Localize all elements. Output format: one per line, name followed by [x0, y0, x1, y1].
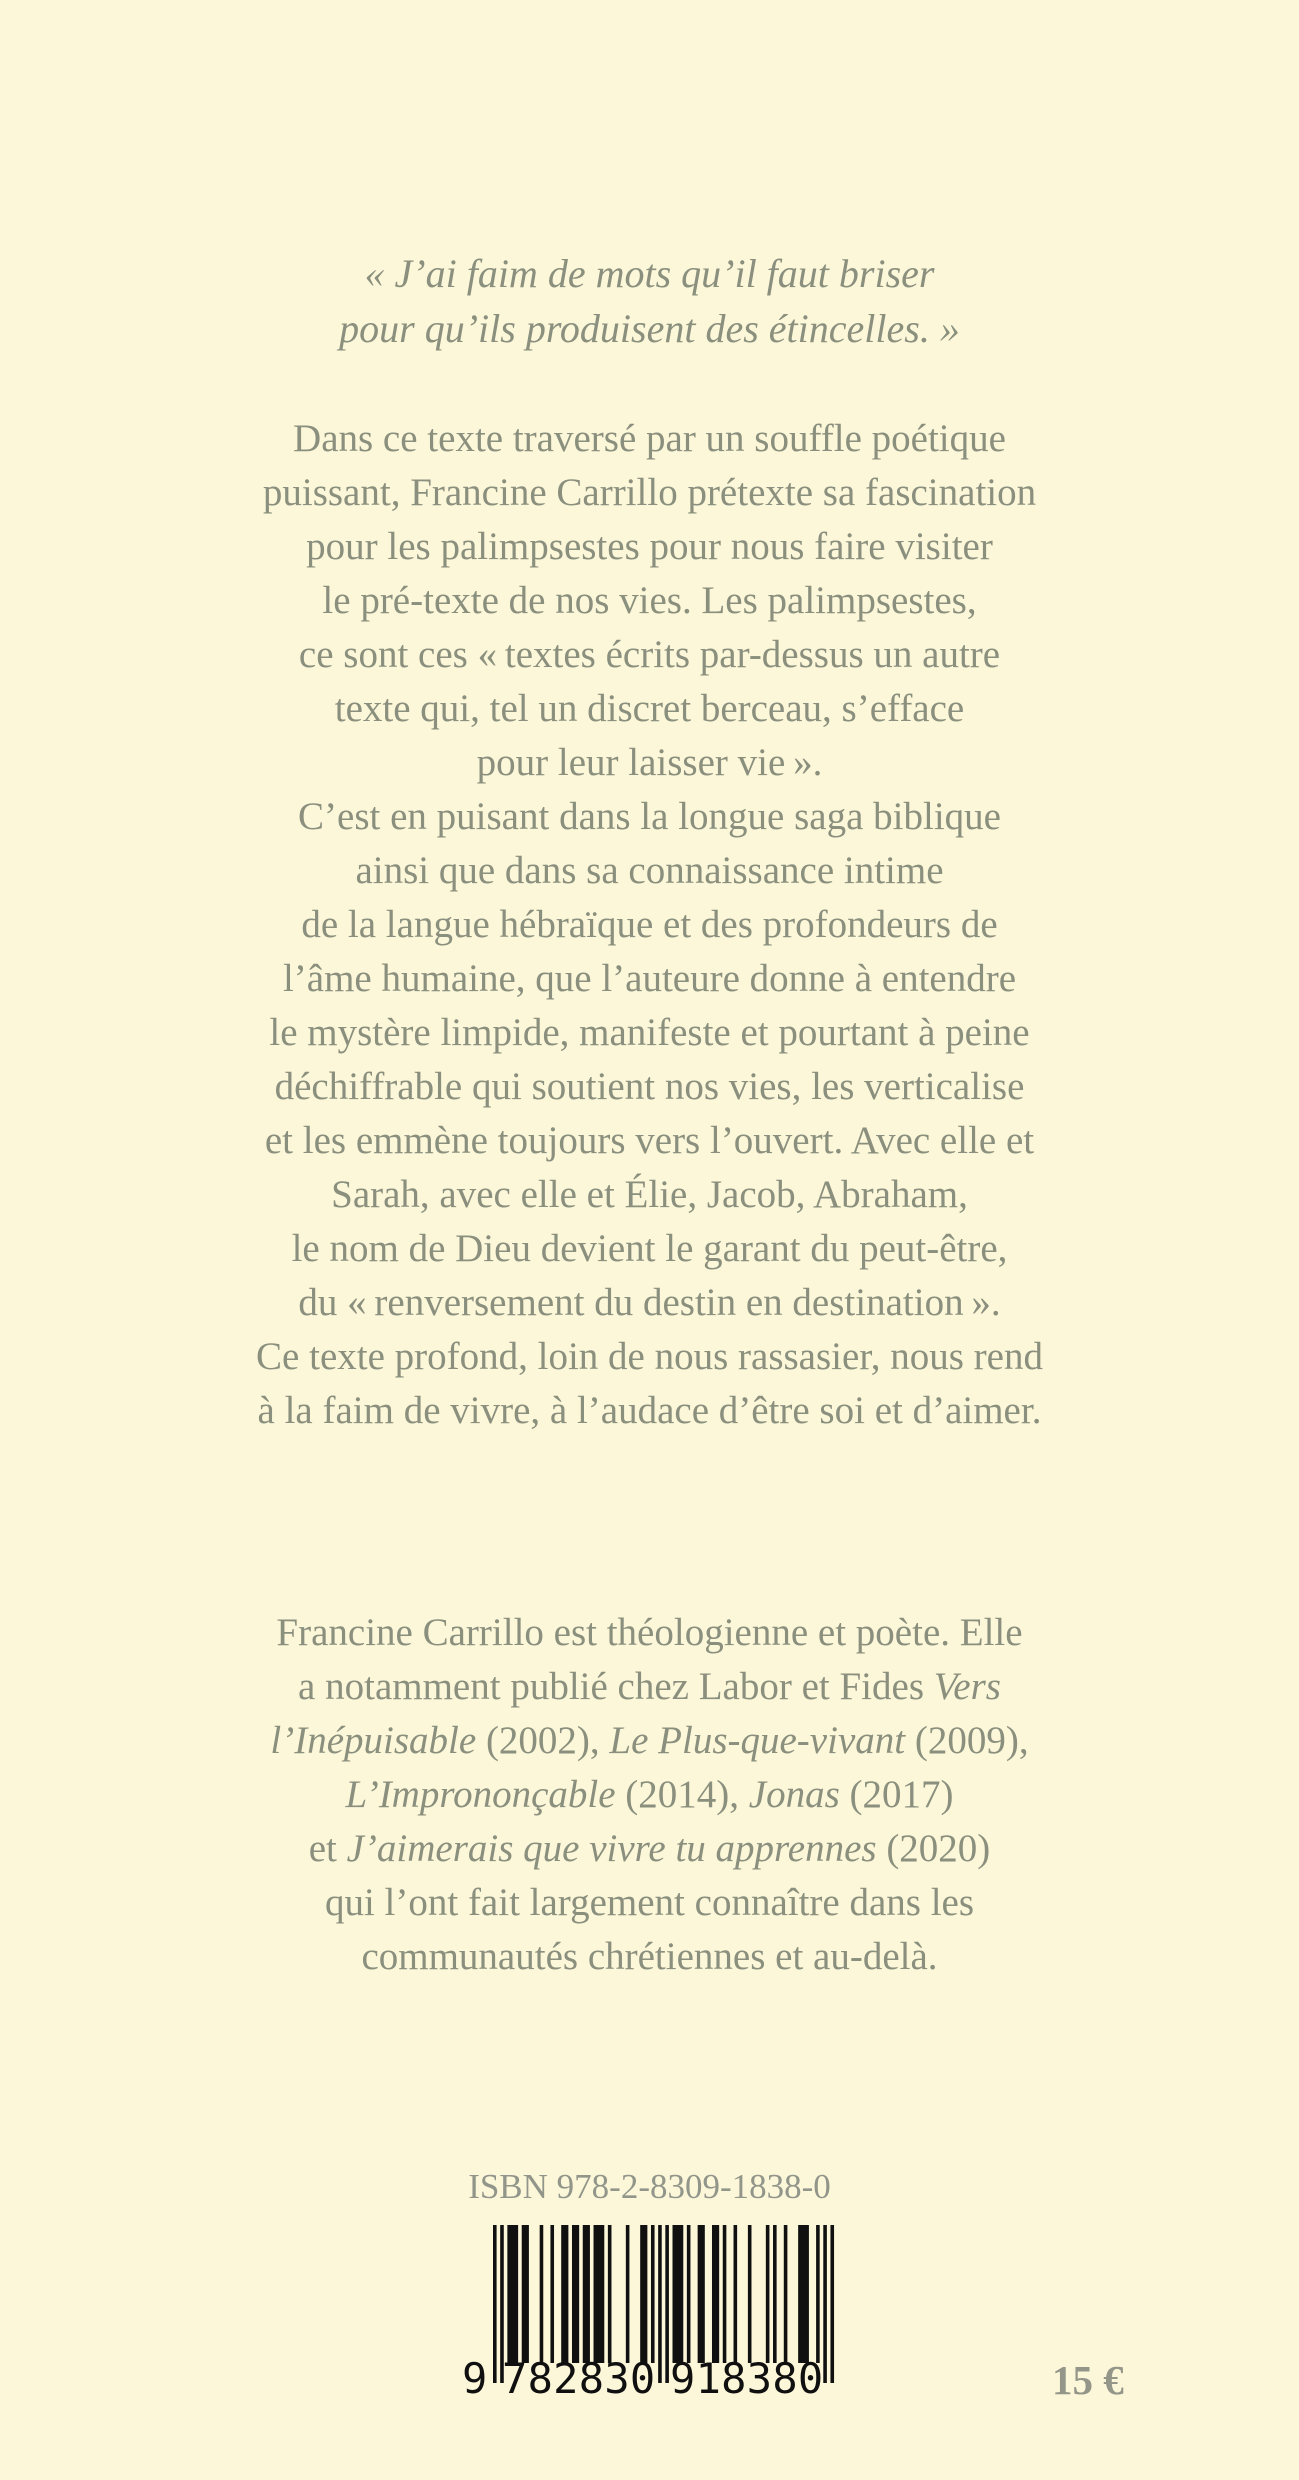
barcode-digit-group: 782830 — [502, 2354, 656, 2403]
barcode-digit-group: 9 — [462, 2354, 488, 2403]
text-line: pour qu’ils produisent des étincelles. » — [339, 306, 960, 351]
text-line: l’âme humaine, que l’auteure donne à entendre — [282, 957, 1017, 1000]
text-line: Dans ce texte traversé par un souffle poétique — [293, 417, 1006, 460]
text-line: à la faim de vivre, à l’audace d’être soi et d’aimer. — [257, 1389, 1042, 1432]
text-line: et les emmène toujours vers l’ouvert. Avec elle et — [264, 1119, 1035, 1162]
text-line: le mystère limpide, manifeste et pourtant à peine — [269, 1011, 1030, 1054]
text-line: Ce texte profond, loin de nous rassasier, nous rend — [256, 1335, 1043, 1378]
text-line: Sarah, avec elle et Élie, Jacob, Abraham, — [331, 1173, 968, 1216]
text-segment: (2014), — [615, 1773, 749, 1816]
book-title: Vers — [933, 1665, 1001, 1708]
description-paragraph — [8, 412, 1291, 1438]
text-line: pour leur laisser vie ». — [476, 741, 823, 784]
book-title: l’Inépuisable — [270, 1719, 477, 1762]
book-title: Jonas — [748, 1773, 840, 1816]
text-segment: (2009), — [905, 1719, 1029, 1762]
isbn-label: ISBN 978-2-8309-1838-0 — [468, 2167, 831, 2206]
text-line: pour les palimpsestes pour nous faire visiter — [306, 525, 993, 568]
text-line: texte qui, tel un discret berceau, s’efface — [334, 687, 965, 730]
text-line — [8, 1660, 1291, 1714]
author-bio — [8, 1606, 1291, 1984]
barcode-digit-group: 918380 — [670, 2354, 824, 2403]
text-segment: Francine Carrillo est théologienne et poète. Elle — [276, 1611, 1023, 1654]
text-line: le pré-texte de nos vies. Les palimpsestes, — [322, 579, 977, 622]
text-line: du « renversement du destin en destination ». — [298, 1281, 1001, 1324]
text-line: de la langue hébraïque et des profondeurs de — [301, 903, 998, 946]
text-line — [8, 1876, 1291, 1930]
text-line — [8, 1822, 1291, 1876]
text-segment: communautés chrétiennes et au-delà. — [361, 1935, 938, 1978]
book-title: J’aimerais que vivre tu apprennes — [346, 1827, 877, 1870]
text-segment: (2002), — [476, 1719, 610, 1762]
text-line — [8, 1930, 1291, 1984]
text-line: « J’ai faim de mots qu’il faut briser — [364, 251, 935, 296]
book-title: Le Plus-que-vivant — [609, 1719, 906, 1762]
text-line — [8, 1768, 1291, 1822]
text-line: C’est en puisant dans la longue saga biblique — [298, 795, 1001, 838]
text-segment: a notamment publié chez Labor et Fides — [298, 1665, 934, 1708]
text-line: ce sont ces « textes écrits par-dessus un autre — [298, 633, 1001, 676]
text-segment: (2017) — [839, 1773, 954, 1816]
text-line — [8, 1714, 1291, 1768]
text-line: déchiffrable qui soutient nos vies, les verticalise — [274, 1065, 1025, 1108]
text-line — [8, 1606, 1291, 1660]
text-line: puissant, Francine Carrillo prétexte sa fascination — [262, 471, 1037, 514]
pull-quote — [8, 246, 1291, 356]
text-line: le nom de Dieu devient le garant du peut-être, — [291, 1227, 1008, 1270]
text-segment: et — [308, 1827, 347, 1870]
text-segment: qui l’ont fait largement connaître dans les — [324, 1881, 975, 1924]
book-title: L’Imprononçable — [345, 1773, 616, 1816]
text-line: ainsi que dans sa connaissance intime — [355, 849, 944, 892]
price-label: 15 € — [1052, 2357, 1124, 2403]
text-segment: (2020) — [876, 1827, 991, 1870]
